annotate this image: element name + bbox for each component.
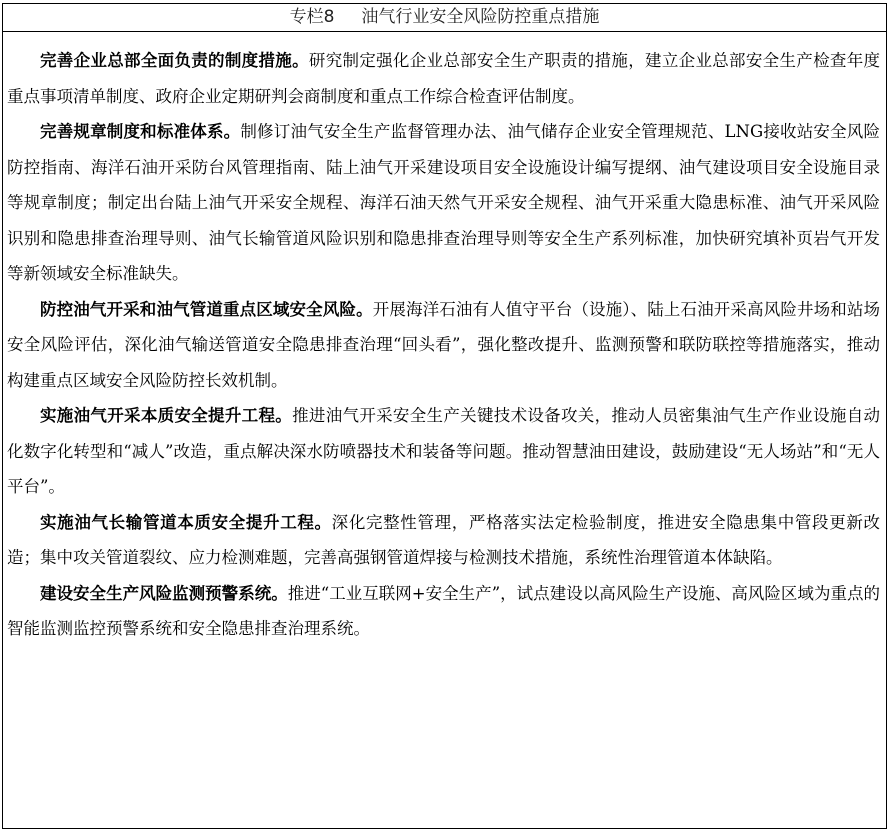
paragraph-headquarters-responsibility	[7, 43, 880, 114]
paragraph-lead: 防控油气开采和油气管道重点区域安全风险。	[40, 299, 373, 319]
column-title: 专栏8 油气行业安全风险防控重点措施	[3, 4, 886, 32]
paragraph-body: 研究制定强化企业总部安全生产职责的措施，建立企业总部安全生产检查年度重点事项清单制度、政府企业定期研判会商制度和重点工作综合检查评估制度。	[7, 51, 881, 106]
special-column-box	[2, 3, 887, 829]
paragraph-lead: 完善规章制度和标准体系。	[40, 122, 241, 141]
paragraph-body: 推进“工业互联网+安全生产”，试点建设以高风险生产设施、高风险区域为重点的智能监测监控预警系统和安全隐患排查治理系统。	[7, 583, 880, 638]
paragraph-lead: 实施油气长输管道本质安全提升工程。	[40, 512, 332, 532]
paragraph-monitoring-warning-system	[7, 576, 880, 647]
paragraph-body: 制修订油气安全生产监督管理办法、油气储存企业安全管理规范、LNG接收站安全风险防控指南、海洋石油开采防台风管理指南、陆上油气开采建设项目安全设施设计编写提纲、油气建设项目安全设施目录等规章制度；制定出台陆上油气开采安全规程、海洋石油天然气开采安全规程、油气开采重大隐患标准、油气开采风险识别和隐患排查治理导则、油气长输管道风险识别和隐患排查治理导则等安全生产系列标准，加快研究填补页岩气开发等新领域安全标准缺失。	[7, 122, 881, 283]
paragraph-body: 推进油气开采安全生产关键技术设备攻关，推动人员密集油气生产作业设施自动化数字化转型和“减人”改造，重点解决深水防喷器技术和装备等问题。推动智慧油田建设，鼓励建设“无人场站”和“无人平台”。	[7, 406, 881, 496]
paragraph-lead: 完善企业总部全面负责的制度措施。	[40, 51, 309, 70]
paragraph-pipeline-safety-project	[7, 505, 880, 576]
column-content	[3, 32, 886, 647]
paragraph-lead: 建设安全生产风险监测预警系统。	[40, 583, 288, 603]
paragraph-extraction-safety-project	[7, 398, 880, 505]
paragraph-body: 开展海洋石油有人值守平台（设施）、陆上石油开采高风险井场和站场安全风险评估，深化油气输送管道安全隐患排查治理“回头看”，强化整改提升、监测预警和联防联控等措施落实，推动构建重点区域安全风险防控长效机制。	[7, 299, 881, 390]
paragraph-lead: 实施油气开采本质安全提升工程。	[40, 406, 293, 425]
paragraph-key-area-risk-control	[7, 292, 880, 399]
paragraph-body: 深化完整性管理，严格落实法定检验制度，推进安全隐患集中管段更新改造；集中攻关管道裂纹、应力检测难题，完善高强钢管道焊接与检测技术措施，系统性治理管道本体缺陷。	[7, 512, 880, 567]
paragraph-rules-and-standards	[7, 114, 880, 292]
